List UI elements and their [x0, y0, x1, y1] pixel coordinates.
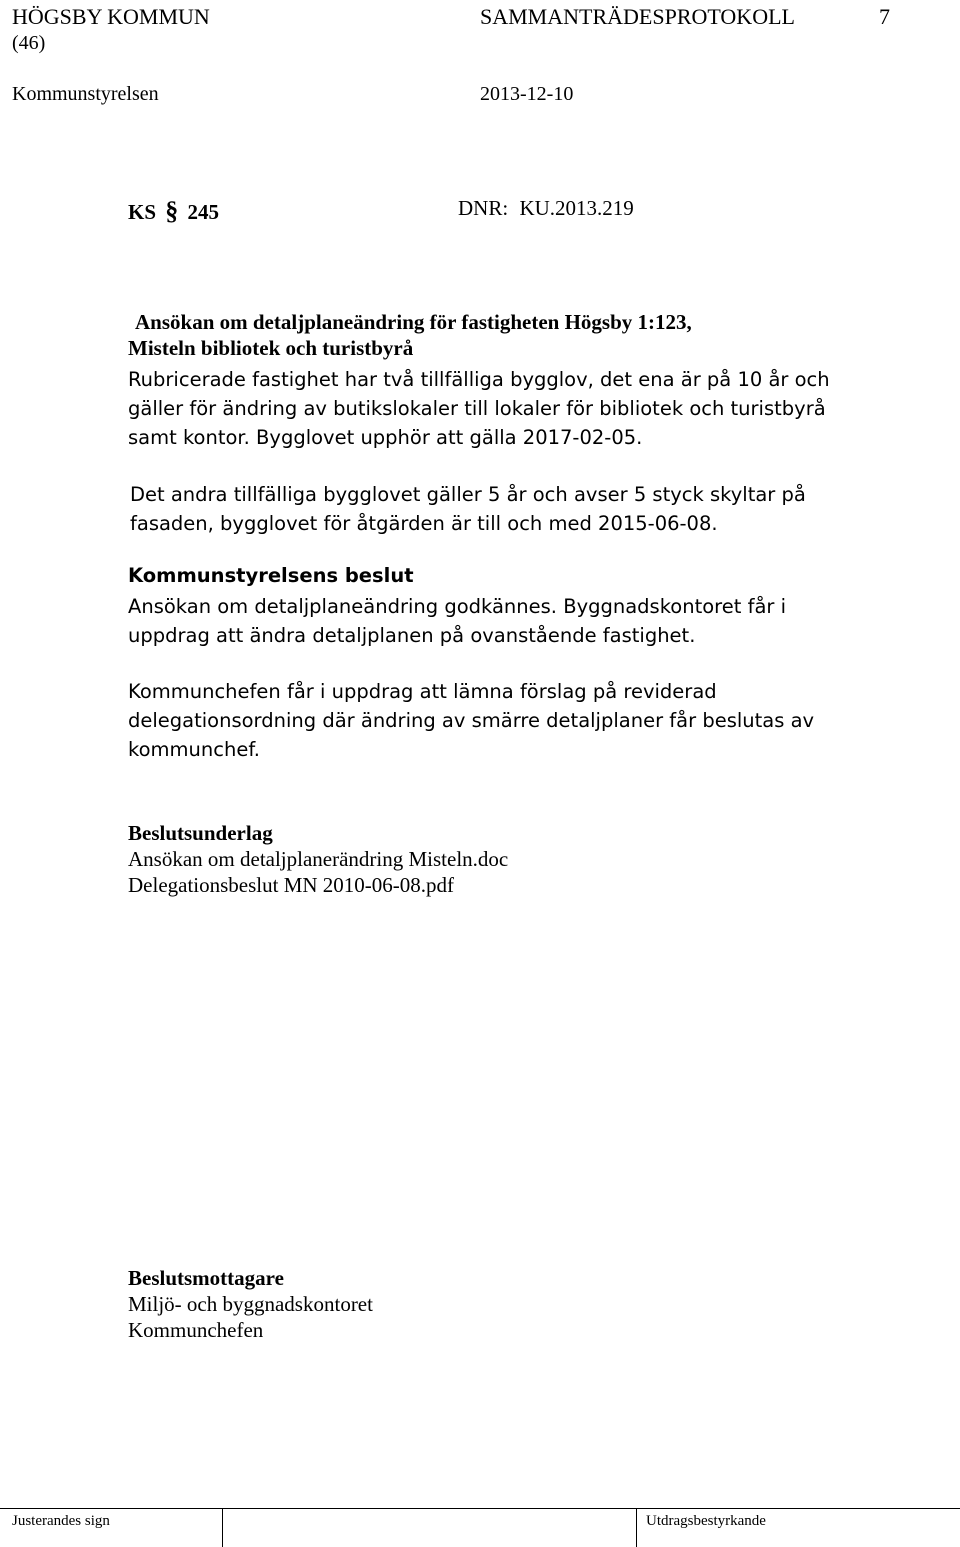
dnr-reference	[458, 196, 634, 221]
footer-left-label: Justerandes sign	[12, 1513, 110, 1529]
dnr-value: KU.2013.219	[519, 196, 634, 220]
recipient-item: Kommunchefen	[128, 1318, 264, 1342]
case-reference	[128, 196, 219, 226]
page-total: (46)	[12, 32, 46, 54]
footer-rule	[0, 1508, 960, 1509]
ks-label: KS	[128, 200, 157, 224]
title-line-1: Ansökan om detaljplaneändring för fastigheten Högsby 1:123,	[135, 310, 692, 334]
dnr-label: DNR:	[458, 196, 509, 220]
page-number: 7	[879, 4, 890, 29]
decision-heading: Kommunstyrelsens beslut	[128, 564, 414, 587]
document-type: SAMMANTRÄDESPROTOKOLL	[480, 4, 795, 29]
basis-item: Ansökan om detaljplanerändring Misteln.doc	[128, 847, 509, 871]
footer-divider	[636, 1508, 637, 1547]
committee-name: Kommunstyrelsen	[12, 83, 159, 105]
meeting-date: 2013-12-10	[480, 83, 574, 105]
basis-item: Delegationsbeslut MN 2010-06-08.pdf	[128, 873, 455, 897]
second-paragraph: Det andra tillfälliga bygglovet gäller 5 år och avser 5 styck skyltar på fasaden, bygglovet för åtgärden är till och med 2015-06-08.	[130, 483, 806, 535]
footer-divider	[222, 1508, 223, 1547]
recipients-heading: Beslutsmottagare	[128, 1266, 284, 1290]
recipient-item: Miljö- och byggnadskontoret	[128, 1292, 373, 1316]
footer-right-label: Utdragsbestyrkande	[646, 1513, 766, 1529]
title-line-2: Misteln bibliotek och turistbyrå	[128, 336, 414, 360]
basis-heading: Beslutsunderlag	[128, 821, 273, 845]
org-name: HÖGSBY KOMMUN	[12, 4, 210, 29]
section-number: 245	[187, 200, 220, 224]
decision-text-2: Kommunchefen får i uppdrag att lämna förslag på reviderad delegationsordning där ändring av smärre detaljplaner får beslutas av kommunchef.	[128, 680, 815, 761]
intro-paragraph: Rubricerade fastighet har två tillfälliga bygglov, det ena är på 10 år och gäller för ändring av butikslokaler till lokaler för bibliotek och turistbyrå samt kontor. Bygglovet upphör att gälla 2017-02-05.	[128, 368, 830, 449]
section-sign: §	[165, 196, 179, 225]
decision-text: Ansökan om detaljplaneändring godkännes. Byggnadskontoret får i uppdrag att ändra detaljplanen på ovanstående fastighet.	[128, 595, 787, 647]
